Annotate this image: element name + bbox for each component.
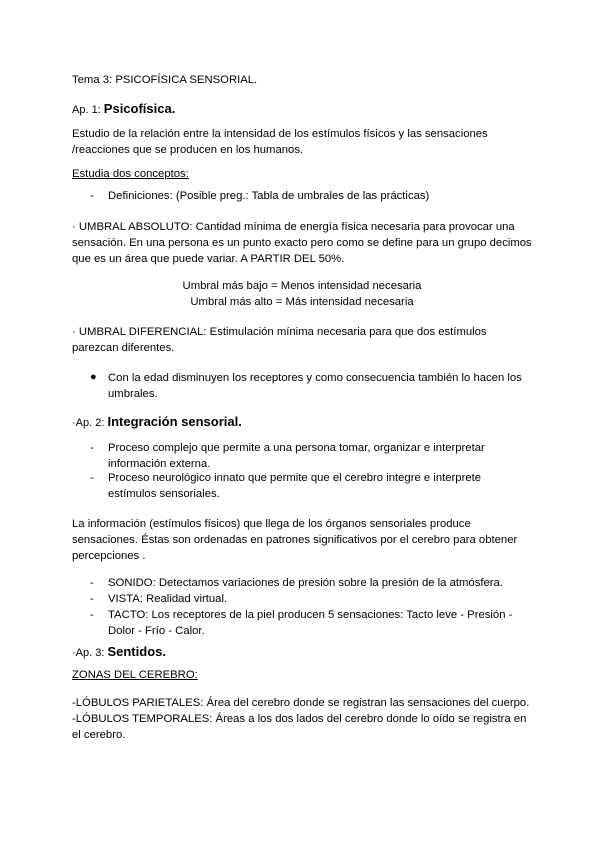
section-3-title: Sentidos.: [107, 644, 166, 659]
list-item: [90, 607, 520, 639]
concepts-label: Estudia dos conceptos:: [72, 168, 189, 180]
bullet-dot-icon: ●: [90, 371, 97, 383]
page-title: Tema 3: PSICOFÍSICA SENSORIAL.: [72, 74, 258, 86]
bullet-item: [90, 370, 530, 402]
list-item: [90, 591, 520, 607]
list-item-text: SONIDO: Detectamos variaciones de presión sobre la presión de la atmósfera.: [108, 577, 503, 589]
section-1-heading: [72, 101, 532, 118]
section-1-prefix: Ap. 1:: [72, 104, 104, 116]
dash-marker: -: [90, 593, 94, 605]
section-1-intro: Estudio de la relación entre la intensidad de los estímulos físicos y las sensaciones /reacciones que se producen en los humanos.: [72, 128, 488, 156]
list-item: [90, 188, 520, 204]
list-item-text: Definiciones: (Posible preg.: Tabla de umbrales de las prácticas): [108, 190, 430, 202]
lobulos-parietales: -LÓBULOS PARIETALES: Área del cerebro donde se registran las sensaciones del cuerpo.: [72, 697, 530, 709]
list-item: [90, 575, 520, 591]
section-3-prefix: ·Ap. 3:: [72, 647, 108, 659]
umbral-bajo-line: Umbral más bajo = Menos intensidad necesaria: [182, 280, 422, 292]
bullet-item-text: Con la edad disminuyen los receptores y como consecuencia también lo hacen los umbrales.: [108, 372, 522, 400]
list-item-text: TACTO: Los receptores de la piel producen 5 sensaciones: Tacto leve - Presión - Dolor - Frío - Calor.: [108, 609, 513, 637]
list-item: [90, 470, 520, 502]
list-item-text: VISTA: Realidad virtual.: [108, 593, 228, 605]
list-item: [90, 440, 520, 472]
list-item-text: Proceso neurológico innato que permite que el cerebro integre e interprete estímulos sensoriales.: [108, 472, 482, 500]
list-item-text: Proceso complejo que permite a una persona tomar, organizar e interpretar información externa.: [108, 442, 485, 470]
section-3-heading: [72, 644, 532, 661]
lobulos-temporales: -LÓBULOS TEMPORALES: Áreas a los dos lados del cerebro donde lo oído se registra en el cerebro.: [72, 713, 527, 741]
umbral-diferencial-paragraph: · UMBRAL DIFERENCIAL: Estimulación mínima necesaria para que dos estímulos parezcan diferentes.: [72, 326, 487, 354]
section-2-title: Integración sensorial.: [107, 414, 242, 429]
umbral-alto-line: Umbral más alto = Más intensidad necesaria: [190, 296, 414, 308]
section-2-prefix: ·Ap. 2:: [72, 417, 108, 429]
dash-marker: -: [90, 577, 94, 589]
section-1-title: Psicofísica.: [103, 101, 176, 116]
dash-marker: -: [90, 472, 94, 484]
section-2-paragraph: La información (estímulos físicos) que llega de los órganos sensoriales produce sensaciones. Éstas son ordenadas en patrones significativos por el cerebro para obtener percepciones .: [72, 518, 518, 562]
dash-marker: -: [90, 190, 94, 202]
zonas-label: ZONAS DEL CEREBRO:: [72, 669, 198, 681]
section-2-heading: [72, 414, 532, 431]
umbral-absoluto-paragraph: · UMBRAL ABSOLUTO: Cantidad mínima de energía física necesaria para provocar una sensación. En una persona es un punto exacto pero como se define para un grupo decimos que es un área que puede variar. A PARTIR DEL 50%.: [72, 221, 532, 265]
dash-marker: -: [90, 609, 94, 621]
dash-marker: -: [90, 442, 94, 454]
